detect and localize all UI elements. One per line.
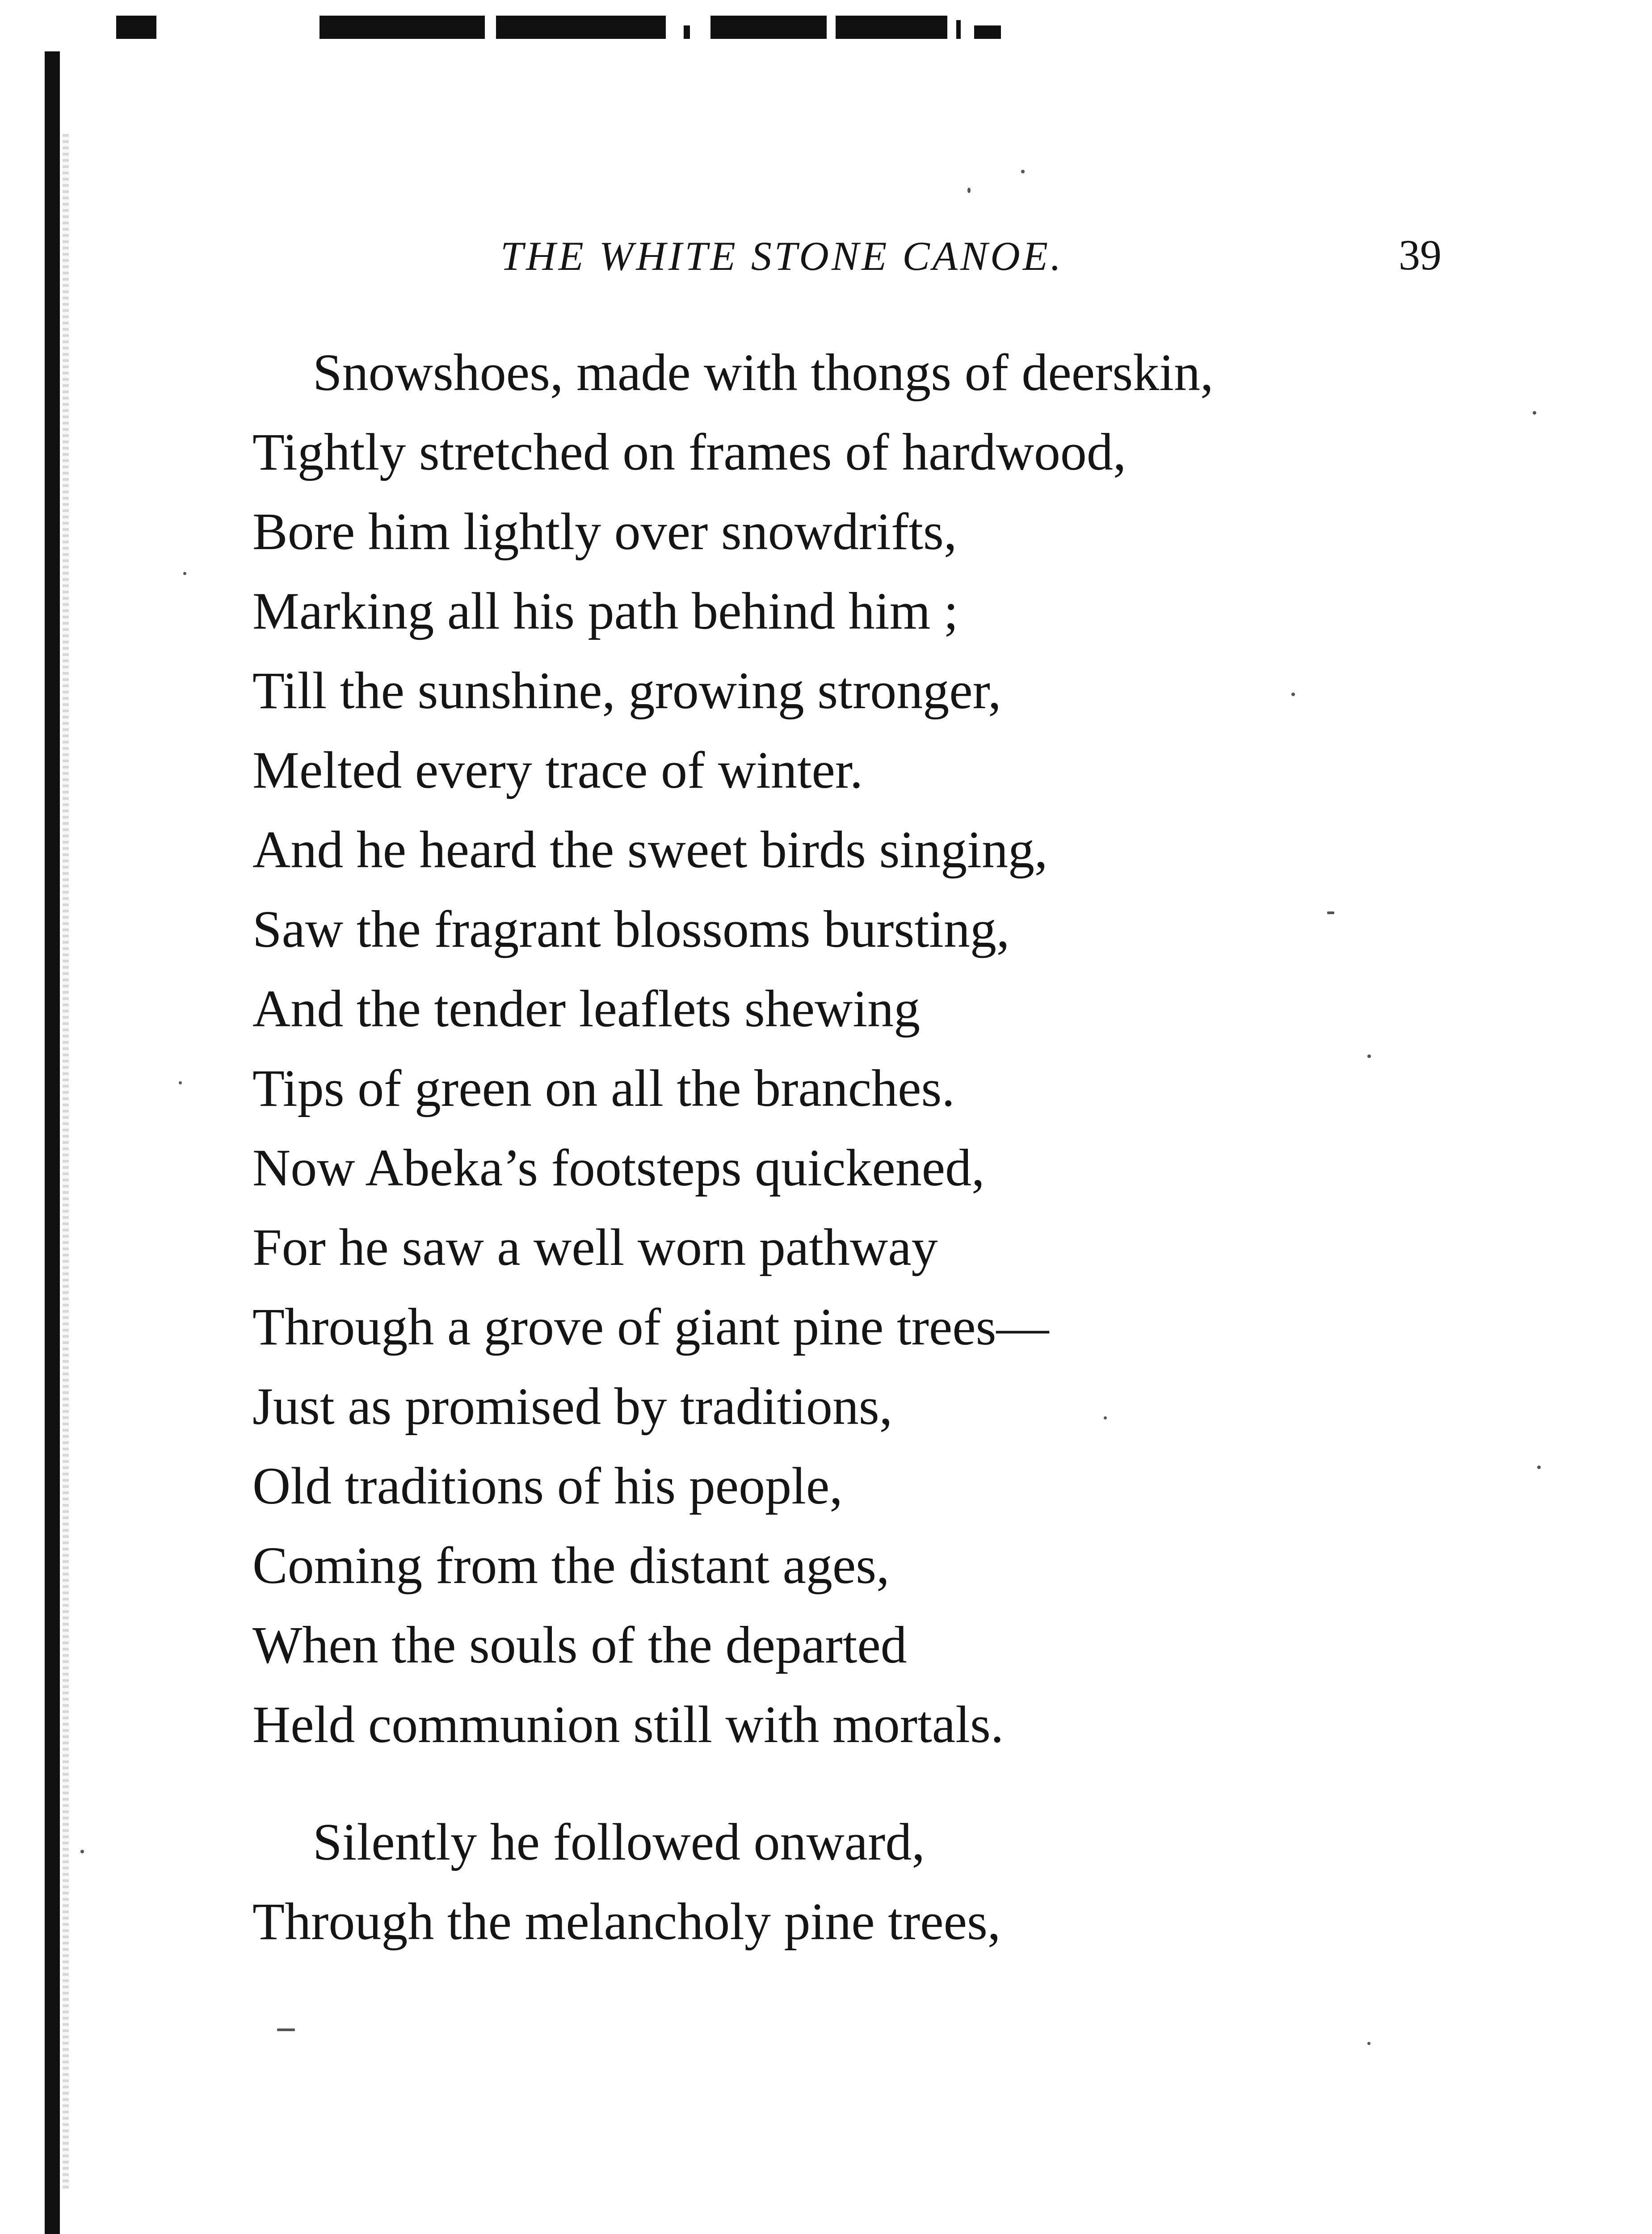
scan-speck (1104, 1416, 1107, 1419)
scan-speck (80, 1850, 84, 1853)
page-number: 39 (1399, 231, 1442, 279)
scan-speck (1291, 693, 1295, 696)
poem-line: Till the sunshine, growing stronger, (252, 661, 1001, 720)
scan-artifact-marks (116, 16, 1077, 42)
poem-line: And he heard the sweet birds singing, (252, 820, 1048, 879)
scan-speck (1327, 911, 1334, 914)
poem-line: Just as promised by traditions, (252, 1377, 893, 1436)
poem-line: Tightly stretched on frames of hardwood, (252, 423, 1127, 481)
poem-line: Melted every trace of winter. (252, 741, 863, 799)
poem-line: And the tender leaflets shewing (252, 979, 921, 1038)
poem-line: Through the melancholy pine trees, (252, 1892, 1001, 1951)
scan-speck (1367, 1054, 1371, 1058)
stanza-2 (252, 1802, 1593, 1961)
poem-line: Marking all his path behind him ; (252, 582, 958, 640)
poem-line: Bore him lightly over snowdrifts, (252, 502, 957, 561)
scan-speck (1367, 2042, 1370, 2045)
stanza-1 (252, 333, 1593, 1764)
scan-speck (1533, 411, 1536, 415)
scan-speck (277, 2028, 295, 2031)
poem-line: Tips of green on all the branches. (252, 1059, 955, 1117)
poem-line: Silently he followed onward, (313, 1813, 925, 1871)
scan-speck (967, 188, 971, 193)
poem-line: Held communion still with mortals. (252, 1695, 1004, 1754)
scan-speck (1021, 170, 1025, 173)
poem-line: Saw the fragrant blossoms bursting, (252, 900, 1010, 958)
poem-line: Coming from the distant ages, (252, 1536, 890, 1595)
scan-speck (183, 572, 186, 575)
poem-line: Old traditions of his people, (252, 1457, 843, 1515)
poem-line: Through a grove of giant pine trees— (252, 1298, 1049, 1356)
poem-line: When the souls of the departed (252, 1616, 907, 1674)
scan-speck (1537, 1466, 1541, 1469)
poem-line: For he saw a well worn pathway (252, 1218, 938, 1277)
scan-speck (179, 1081, 182, 1084)
poem-body (252, 333, 1593, 1961)
poem-line: Now Abeka’s footsteps quickened, (252, 1138, 985, 1197)
binding-shadow (63, 134, 69, 2189)
running-header-title: THE WHITE STONE CANOE. (500, 233, 1064, 279)
poem-line: Snowshoes, made with thongs of deerskin, (313, 343, 1214, 402)
binding-edge (45, 51, 60, 2234)
